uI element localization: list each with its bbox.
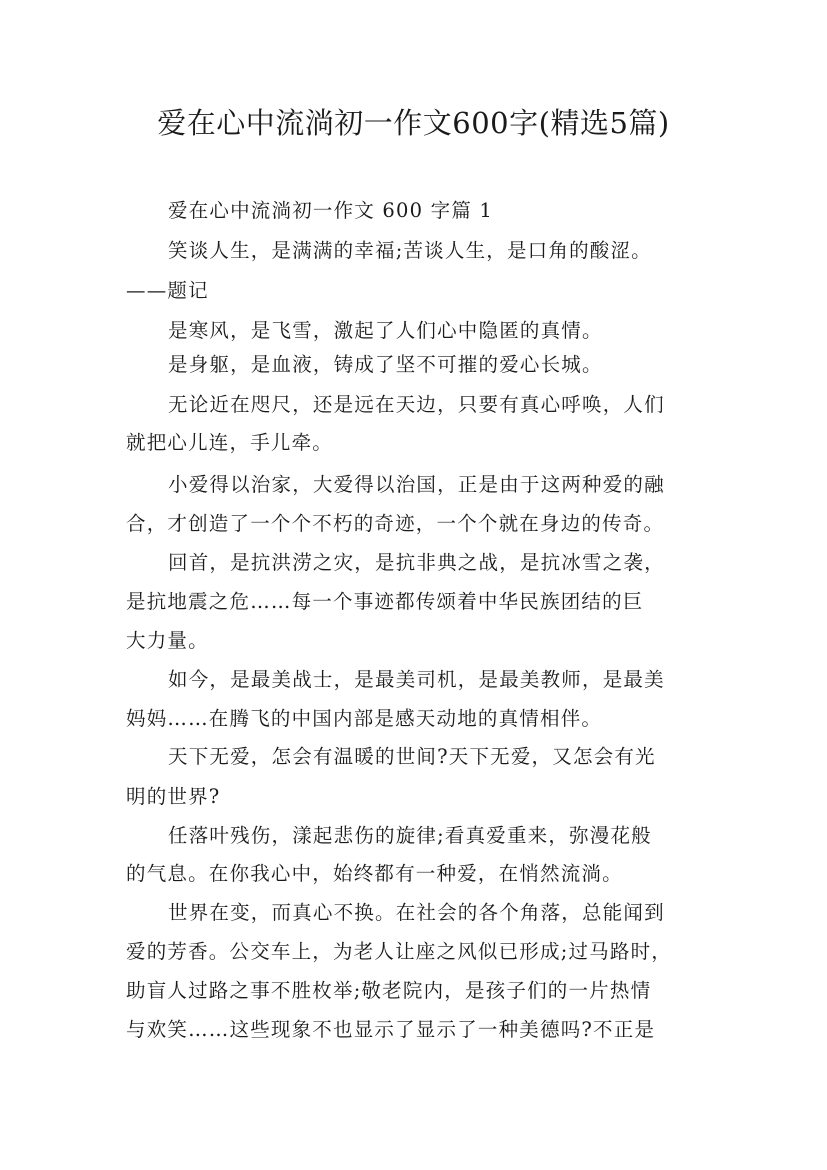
paragraph-line: 小爱得以治家，大爱得以治国，正是由于这两种爱的融 (168, 473, 665, 496)
paragraph-line: 明的世界? (126, 785, 221, 808)
paragraph-line: 与欢笑……这些现象不也显示了显示了一种美德吗?不正是 (126, 1018, 656, 1041)
paragraph-line: 爱的芳香。公交车上，为老人让座之风似已形成;过马路时， (126, 940, 672, 963)
section-heading: 爱在心中流淌初一作文 600 字篇 1 (168, 199, 494, 222)
paragraph-line: 笑谈人生，是满满的幸福;苦谈人生，是口角的酸涩。 (168, 239, 652, 262)
paragraph-line: 如今，是最美战士，是最美司机，是最美教师，是最美 (168, 668, 665, 691)
paragraph-line: 任落叶残伤，漾起悲伤的旋律;看真爱重来，弥漫花般 (168, 824, 652, 847)
paragraph-line: 就把心儿连，手儿牵。 (126, 431, 334, 454)
paragraph-line: ——题记 (126, 279, 209, 302)
paragraph-line: 是抗地震之危……每一个事迹都传颂着中华民族团结的巨 (126, 590, 644, 613)
paragraph-line: 是寒风，是飞雪，激起了人们心中隐匿的真情。 (168, 319, 603, 342)
paragraph-line: 妈妈……在腾飞的中国内部是感天动地的真情相伴。 (126, 707, 603, 730)
paragraph-line: 的气息。在你我心中，始终都有一种爱，在悄然流淌。 (126, 862, 623, 885)
paragraph-line: 是身躯，是血液，铸成了坚不可摧的爱心长城。 (168, 353, 603, 376)
paragraph-line: 大力量。 (126, 629, 209, 652)
paragraph-line: 无论近在咫尺，还是远在天边，只要有真心呼唤，人们 (168, 393, 665, 416)
paragraph-line: 天下无爱，怎会有温暖的世间?天下无爱，又怎会有光 (168, 745, 656, 768)
paragraph-line: 世界在变，而真心不换。在社会的各个角落，总能闻到 (168, 901, 665, 924)
paragraph-line: 助盲人过路之事不胜枚举;敬老院内，是孩子们的一片热情 (126, 979, 652, 1002)
paragraph-line: 合，才创造了一个个不朽的奇迹，一个个就在身边的传奇。 (126, 512, 665, 535)
paragraph-line: 回首，是抗洪涝之灾，是抗非典之战，是抗冰雪之袭， (168, 551, 665, 574)
document-title: 爱在心中流淌初一作文600字(精选5篇) (157, 106, 670, 140)
